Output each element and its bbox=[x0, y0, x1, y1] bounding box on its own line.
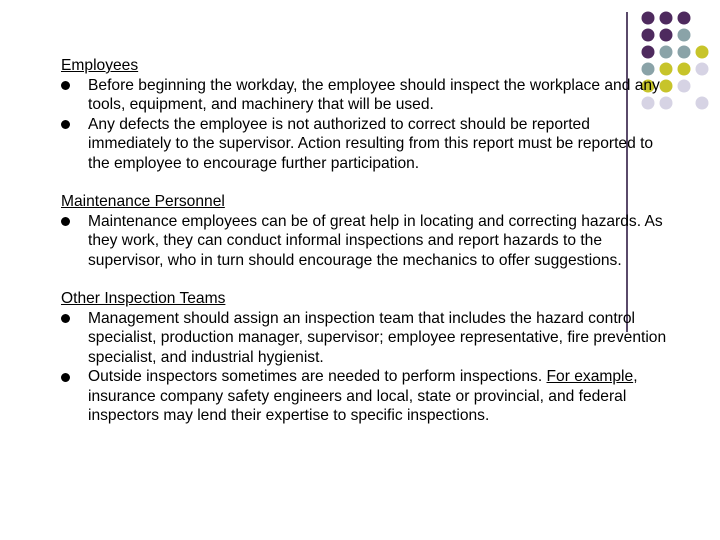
section-heading: Other Inspection Teams bbox=[61, 290, 226, 307]
decorative-dot bbox=[696, 46, 709, 59]
slide-content bbox=[61, 56, 671, 445]
decorative-dot bbox=[696, 97, 709, 110]
bullet-dot-icon bbox=[61, 314, 70, 323]
bullet-dot-icon bbox=[61, 81, 70, 90]
decorative-dot bbox=[678, 80, 691, 93]
decorative-dot bbox=[660, 12, 673, 25]
section-heading: Maintenance Personnel bbox=[61, 193, 225, 210]
bullet-text: Before beginning the workday, the employee should inspect the workplace and any tools, equipment, and machinery that will be used. bbox=[88, 76, 660, 113]
bullet-item bbox=[61, 76, 671, 115]
section-employees bbox=[61, 56, 671, 173]
underlined-phrase: For example bbox=[546, 368, 634, 385]
decorative-dot bbox=[678, 12, 691, 25]
bullet-dot-icon bbox=[61, 120, 70, 129]
decorative-dot bbox=[678, 29, 691, 42]
decorative-dot bbox=[660, 29, 673, 42]
bullet-text: Management should assign an inspection team that includes the hazard control specialist, production manager, supervisor; employee representative, fire prevention specialist, and industrial hygienist. bbox=[88, 309, 667, 366]
section-maintenance-personnel bbox=[61, 192, 671, 270]
bullet-dot-icon bbox=[61, 373, 70, 382]
section-other-inspection-teams bbox=[61, 289, 671, 426]
bullet-item bbox=[61, 115, 671, 174]
decorative-dot bbox=[696, 63, 709, 76]
bullet-item bbox=[61, 367, 671, 426]
bullet-item bbox=[61, 212, 671, 271]
bullet-text-part: , insurance company safety engineers and local, state or provincial, and federal inspectors may lend their expertise to specific inspections. bbox=[88, 368, 638, 424]
bullet-item bbox=[61, 309, 671, 368]
section-heading: Employees bbox=[61, 57, 139, 74]
bullet-text-part: Outside inspectors sometimes are needed to perform inspections. bbox=[88, 368, 547, 385]
decorative-dot bbox=[678, 46, 691, 59]
decorative-dot bbox=[642, 29, 655, 42]
decorative-dot bbox=[642, 12, 655, 25]
bullet-text: Maintenance employees can be of great help in locating and correcting hazards. As they work, they can conduct informal inspections and report hazards to the supervisor, who in turn should encourage the mechanics to offer suggestions. bbox=[88, 212, 663, 269]
bullet-dot-icon bbox=[61, 217, 70, 226]
decorative-dot bbox=[678, 63, 691, 76]
bullet-text bbox=[88, 368, 638, 424]
bullet-text: Any defects the employee is not authorized to correct should be reported immediately to the supervisor. Action resulting from this report must be reported to the employee to encourage further participation. bbox=[88, 115, 654, 172]
